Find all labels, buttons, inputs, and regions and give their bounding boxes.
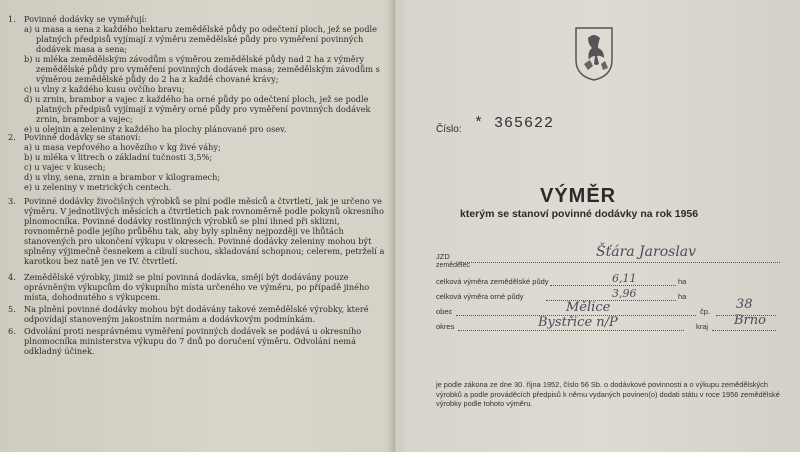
region-value: Brno [734, 313, 766, 328]
item-number: 3. [8, 196, 16, 206]
right-page [400, 0, 800, 452]
municipality-label: obec [436, 307, 453, 316]
ha-unit-2: ha [678, 292, 687, 301]
item-number: 2. [8, 132, 16, 142]
jzd-label: JZD [436, 252, 450, 261]
item-sub: c) u vajec v kusech; [24, 162, 106, 172]
item-sub: a) u masa a sena z každého hektaru zemědělské půdy po odečtení ploch, jež se podle platných předpisů vyjímají z výměru zemědělské půdy pro vyměření povinných dodávek masa a sena; [24, 24, 377, 54]
total-arable-value: 3,96 [612, 287, 637, 300]
region-label: kraj [696, 322, 709, 331]
item-sub: b) u mléka zemědělským závodům s výměrou zemědělské půdy nad 2 ha z výměry zemědělské půdy pro vyměření povinných dodávek masa; zemědělským závodům s výměrou zemědělské půdy do 2 ha z každé chované krávy; [24, 54, 380, 84]
total-farmland-line [550, 285, 676, 286]
item-number: 4. [8, 272, 16, 282]
total-arable-label: celková výměra orné půdy [436, 292, 524, 301]
farmer-name-handwritten: Šťára Jaroslav [596, 244, 697, 260]
number-label: Číslo: [436, 124, 462, 135]
item-number: 1. [8, 14, 16, 24]
item-text: Zemědělské výrobky, jimiž se plní povinná dodávka, smějí být dodávány pouze oprávněným výkupcům do výkupního místa určeného ve výměru, po případě jiného místa, dohodnutého s výkupcem. [24, 272, 370, 302]
district-line [458, 330, 684, 331]
item-heading: Povinné dodávky se vyměřují: [24, 14, 148, 24]
item-heading: Povinné dodávky se stanoví: [24, 132, 141, 142]
district-value: Bystřice n/P [538, 315, 618, 330]
ha-unit-1: ha [678, 277, 687, 286]
region-line [712, 330, 776, 331]
left-page [0, 0, 392, 452]
item-text: Na plnění povinné dodávky mohou být dodávány takové zemědělské výrobky, které odpovídají stanoveným jakostním normám a dodávkovým podmínkám. [24, 304, 369, 324]
item-sub: d) u vlny, sena, zrnin a brambor v kilogramech; [24, 172, 221, 182]
item-text: Povinné dodávky živočišných výrobků se plní podle měsíců a čtvrtletí, jak je určeno ve výměru. V jednotlivých měsících a čtvrtletích pak rovnoměrně podle pokynů okresního plnomocníka. Povinné dodávky rostlinných výrobků se plní ihned při sklizni, rovnoměrně podle jejího průběhu tak, aby byly splněny nejpozději ve lhůtách stanovených pro ukončení výkupu v okresech. Povinné dodávky zeleniny mohou být splněny výjimečně česnekem a cibulí suchou, skladování schopnou; celerem, petrželí a karotkou bez natě jen ve IV. čtvrtletí. [24, 196, 385, 266]
document-subtitle: kterým se stanoví povinné dodávky na rok 1956 [460, 208, 699, 220]
item-sub: b) u mléka v litrech o základní tučnosti 3,5%; [24, 152, 213, 162]
legal-statement: je podle zákona ze dne 30. října 1952, číslo 56 Sb. o dodávkové povinnosti a o výkupu zemědělských výrobků a podle prováděcích předpisů k němu vydaných povinen(o) dodati státu v roce 1956 zemědělské výrobky podle tohoto výměru. [436, 380, 780, 408]
name-line [460, 262, 780, 263]
farmer-label: zemědělec [436, 262, 470, 269]
item-sub: a) u masa vepřového a hovězího v kg živé váhy; [24, 142, 221, 152]
item-sub: e) u olejnin a zeleniny z každého ha plochy plánované pro osev. [24, 124, 287, 134]
municipality-value: Mělice [566, 300, 611, 315]
house-number-label: čp. [700, 307, 711, 316]
item-number: 6. [8, 326, 16, 336]
house-number-value: 38 [736, 297, 753, 312]
document-number: * 365622 [474, 115, 555, 132]
district-label: okres [436, 322, 455, 331]
item-sub: e) u zeleniny v metrických centech. [24, 182, 172, 192]
item-sub: d) u zrnin, brambor a vajec z každého ha orné půdy po odečtení ploch, jež se podle platných předpisů vyjímají z výměry orné půdy pro vyměření povinných dodávek zrnin, brambor a vajec; [24, 94, 371, 124]
state-emblem-icon [572, 24, 616, 82]
item-number: 5. [8, 304, 16, 314]
item-text: Odvolání proti nesprávnému vyměření povinných dodávek se podává u okresního plnomocníka ministerstva výkupu do 7 dnů po doručení výměru. Odvolání nemá odkladný účinek. [24, 326, 362, 356]
total-farmland-label: celková výměra zemědělské půdy [436, 277, 549, 286]
document-title: VÝMĚR [540, 185, 617, 207]
item-sub: c) u vlny z každého kusu ovčího bravu; [24, 84, 185, 94]
total-farmland-value: 6,11 [612, 272, 637, 285]
